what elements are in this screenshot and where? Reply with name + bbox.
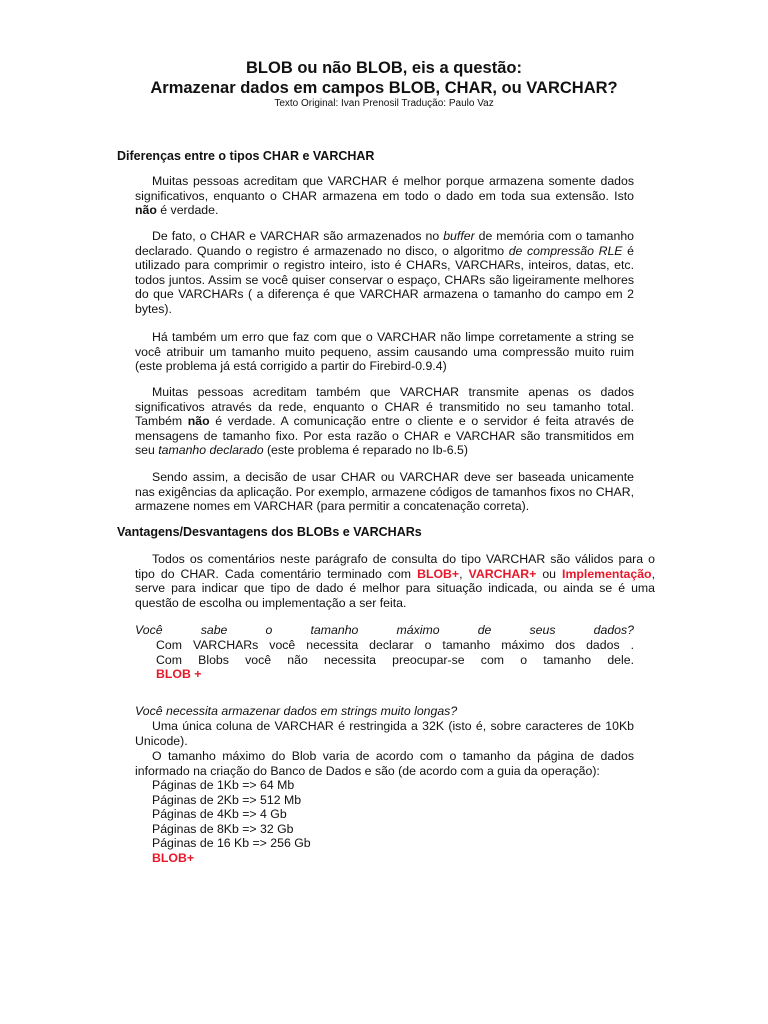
page-size-item: Páginas de 16 Kb => 256 Gb	[152, 836, 311, 850]
title-block	[0, 58, 768, 110]
section1-paragraph-5: Sendo assim, a decisão de usar CHAR ou VARCHAR deve ser baseada unicamente nas exigências da aplicação. Por exemplo, armazene códigos de tamanhos fixos no CHAR, armazene nomes em VARCHAR (para permitir a concatenação correta).	[135, 470, 634, 514]
question-1-line-1: Com VARCHARs você necessita declarar o tamanho máximo dos dados .	[156, 638, 634, 652]
question-1: Você sabe o tamanho máximo de seus dados?	[135, 623, 634, 637]
document-credits: Texto Original: Ivan Prenosil Tradução: Paulo Vaz	[274, 98, 494, 109]
document-title-line1: BLOB ou não BLOB, eis a questão:	[246, 59, 522, 77]
section1-heading: Diferenças entre o tipos CHAR e VARCHAR	[117, 149, 375, 163]
tag-varchar-plus: VARCHAR+	[468, 566, 537, 581]
page-size-item: Páginas de 2Kb => 512 Mb	[152, 793, 302, 807]
section1-paragraph-4: Muitas pessoas acreditam também que VARCHAR transmite apenas os dados significativos através da rede, enquanto o CHAR é transmitido no seu tamanho total. Também não é verdade. A comunicação entre o cliente e o servidor é feita através de mensagens de tamanho fixo. Por esta razão o CHAR e VARCHAR são transmitidos em seu tamanho declarado (este problema é reparado no Ib-6.5)	[135, 385, 634, 458]
section1-paragraph-1: Muitas pessoas acreditam que VARCHAR é melhor porque armazena somente dados significativos, enquanto o CHAR armazena em todo o dado em toda sua extensão. Isto não é verdade.	[135, 174, 634, 218]
question-2-tag: BLOB+	[152, 851, 195, 865]
question-2: Você necessita armazenar dados em strings muito longas?	[135, 704, 458, 718]
section1-paragraph-2: De fato, o CHAR e VARCHAR são armazenados no buffer de memória com o tamanho declarado. Quando o registro é armazenado no disco, o algoritmo de compressão RLE é utilizado para comprimir o registro inteiro, isto é CHARs, VARCHARs, inteiros, datas, etc. todos juntos. Assim se você quiser conservar o espaço, CHARs são ligeiramente melhores do que VARCHARs ( a diferença é que VARCHAR armazena o tamanho do campo em 2 bytes).	[135, 229, 634, 316]
question-1-line-2: Com Blobs você não necessita preocupar-se com o tamanho dele.	[156, 653, 634, 667]
section2-paragraph-1: Todos os comentários neste parágrafo de consulta do tipo VARCHAR são válidos para o tipo do CHAR. Cada comentário terminado com BLOB+, VARCHAR+ ou Implementação, serve para indicar que tipo de dado é melhor para situação indicada, ou ainda se é uma questão de escolha ou implementação a ser feita.	[135, 552, 655, 610]
question-2-paragraph-1: Uma única coluna de VARCHAR é restringida a 32K (isto é, sobre caracteres de 10Kb Unicode).	[135, 719, 634, 748]
page-size-item: Páginas de 4Kb => 4 Gb	[152, 807, 287, 821]
tag-implementacao: Implementação	[562, 566, 652, 581]
page-size-item: Páginas de 8Kb => 32 Gb	[152, 822, 294, 836]
tag-blob-plus: BLOB+	[417, 566, 460, 581]
page-size-item: Páginas de 1Kb => 64 Mb	[152, 778, 295, 792]
document-title-line2: Armazenar dados em campos BLOB, CHAR, ou VARCHAR?	[150, 79, 618, 97]
question-1-tag: BLOB +	[156, 667, 202, 681]
section2-heading: Vantagens/Desvantagens dos BLOBs e VARCHARs	[117, 525, 422, 539]
question-2-paragraph-2: O tamanho máximo do Blob varia de acordo com o tamanho da página de dados informado na criação do Banco de Dados e são (de acordo com a guia da operação):	[135, 749, 634, 778]
section1-paragraph-3: Há também um erro que faz com que o VARCHAR não limpe corretamente a string se você atribuir um tamanho muito pequeno, assim causando uma compressão muito ruim (este problema já está corrigido a partir do Firebird-0.9.4)	[135, 330, 634, 374]
